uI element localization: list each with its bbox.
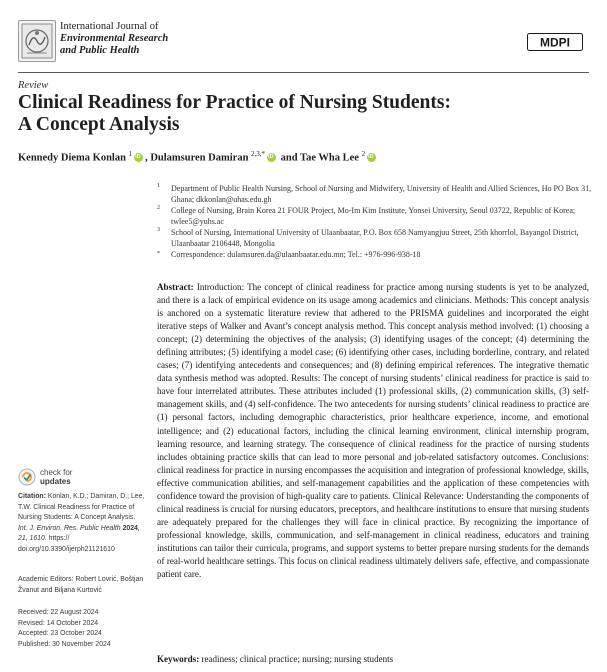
journal-name-line3: and Public Health	[60, 45, 140, 56]
accepted-date: Accepted: 23 October 2024	[18, 630, 102, 638]
mdpi-logo	[527, 33, 583, 51]
article-title	[18, 92, 578, 136]
author-affiliation: 1	[128, 150, 133, 158]
orcid-icon[interactable]	[267, 153, 276, 162]
academic-editors	[18, 575, 146, 596]
received-date: Received: 22 August 2024	[18, 609, 99, 616]
editors-names: Robert Lovrić, Boštjan Žvanut and Biljana Kurtović	[18, 576, 144, 594]
author-affiliation: 2,3,*	[251, 150, 266, 158]
author-separator: ,	[145, 152, 148, 164]
citation-volume: , 21, 1610.	[18, 524, 140, 543]
affiliation-item	[157, 227, 592, 249]
affiliation-text: College of Nursing, Brain Korea 21 FOUR Project, Mo-Im Kim Institute, Yonsei University, Seoul 03722, Republic of Korea; twlee5@yuhs.ac	[171, 206, 576, 226]
journal-emblem-icon	[19, 21, 55, 61]
title-line-2: A Concept Analysis	[18, 114, 180, 135]
publisher-logo-text: MDPI	[540, 35, 570, 50]
affiliation-number: 2	[157, 205, 160, 211]
citation-year: 2024	[122, 524, 138, 532]
journal-name-line2: Environmental Research	[60, 33, 169, 44]
publication-dates	[18, 608, 146, 650]
author-name: Kennedy Diema Konlan	[18, 152, 126, 164]
keywords-text: readiness; clinical practice; nursing; nursing students	[201, 654, 394, 664]
title-line-1: Clinical Readiness for Practice of Nursing Students:	[18, 92, 451, 113]
affiliation-item	[157, 205, 592, 227]
header-divider	[18, 72, 589, 73]
check-for-updates-icon[interactable]	[18, 468, 36, 486]
affiliation-number: *	[157, 251, 160, 257]
revised-date: Revised: 14 October 2024	[18, 619, 99, 627]
orcid-icon[interactable]	[134, 153, 143, 162]
journal-name-line1: International Journal of	[60, 21, 159, 32]
affiliation-text: School of Nursing, International University of Ulaanbaatar, P.O. Box 658 Namyangjuu Street, 25th khorrlol, Bayangol District, Ulaanbaatar 2106448, Mongolia	[171, 228, 579, 248]
orcid-icon[interactable]	[367, 153, 376, 162]
article-type: Review	[18, 80, 49, 91]
abstract	[157, 281, 589, 581]
editors-label: Academic Editors:	[18, 576, 74, 583]
keywords-label: Keywords:	[157, 654, 200, 664]
abstract-label: Abstract:	[157, 282, 194, 292]
journal-logo	[18, 20, 56, 62]
keywords	[157, 654, 589, 664]
author-name: and Tae Wha Lee	[280, 152, 359, 164]
affiliation-item	[157, 249, 592, 260]
citation-label: Citation:	[18, 493, 46, 500]
check-updates-line1[interactable]: check for	[40, 468, 73, 477]
check-updates-line2[interactable]: updates	[40, 477, 71, 486]
citation-journal: Int. J. Environ. Res. Public Health	[18, 524, 121, 532]
author-name: Dulamsuren Damiran	[150, 152, 249, 164]
affiliation-number: 1	[157, 183, 160, 189]
abstract-text: Introduction: The concept of clinical readiness for practice among nursing students is yet to be analyzed, and there is a lack of empirical evidence on its usage among academics and clinicians. Methods: This concept analysis is anchored on a systematic literature review that adhered to the PRISMA guidelines and incorporated the eight iterative steps of Walker and Avant’s concept analysis method. This concept analysis method involved: (1) choosing a concept; (2) determining the objectives of the analysis; (3) identifying usages of the concept; (4) determining the defining attributes; (5) identifying a model case; (6) identifying other cases, including borderline, contrary, and related cases; (7) identifying antecedents and consequences; and (8) defining empirical references. The integrative thematic data synthesis method was adopted. Results: The concept of nursing students’ clinical readiness for practice is said to have four interrelated attributes. These attributes included (1) professional skills, (2) communication skills, (3) self-management skills, and (4) self-confidence. The two antecedents for nursing students’ clinical readiness to practice are (1) personal factors, including demographic characteristics, prior healthcare experience, income, and emotional intelligence; and (2) educational factors, including the clinical learning environment, clinical internship program, learning resource, and learning strategy. The consequence of clinical readiness for the practice of nursing students includes obtaining practice skills that can lead to more personal and job-related satisfactory outcomes. Conclusions: clinical readiness for practice in nursing encompasses the acquisition and integration of professional knowledge, skills, effective communication abilities, and self-management capabilities and the application of these competencies with confidence toward the provision of high-quality care to patients. Clinical Relevance: Understanding the components of clinical readiness is crucial for nursing educators, preceptors, and healthcare institutions to ensure that nursing students are adequately prepared for the challenges they will face in clinical practice. By recognizing the importance of professional knowledge, skills, communication, and self-management in clinical readiness, educators and training institutions can tailor their curricula, programs, and support systems to better prepare nursing students for the demands of real-world healthcare settings. This focus on clinical readiness ultimately delivers safe, effective, and compassionate patient care.	[157, 282, 589, 580]
author-affiliation: 2	[361, 150, 366, 158]
affiliation-item	[157, 183, 592, 205]
citation-doi[interactable]: https:// doi.org/10.3390/ijerph21121610	[18, 535, 115, 553]
affiliation-number: 3	[157, 227, 160, 233]
author-list	[18, 150, 378, 164]
citation-authors: Konlan, K.D.; Damiran, D.; Lee, T.W. Clinical Readiness for Practice of Nursing Students: A Concept Analysis.	[18, 493, 145, 522]
citation	[18, 492, 146, 556]
affiliation-text: Department of Public Health Nursing, School of Nursing and Midwifery, University of Health and Allied Sciences, Ho PO Box 31, Ghana; dkkonlan@uhas.edu.gh	[171, 184, 592, 204]
affiliations	[157, 183, 592, 260]
affiliation-text: Correspondence: dulamsuren.da@ulaanbaatar.edu.mn; Tel.: +976-996-938-18	[171, 250, 421, 259]
published-date: Published: 30 November 2024	[18, 640, 111, 648]
